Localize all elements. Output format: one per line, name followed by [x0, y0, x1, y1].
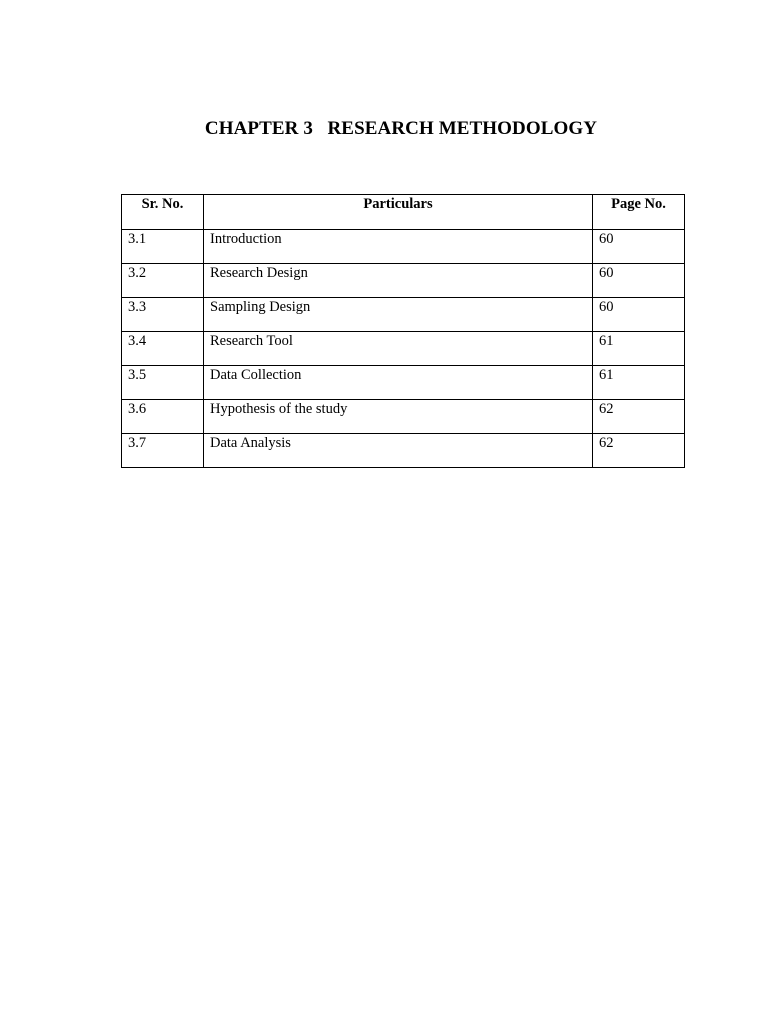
cell-page-no: 60: [593, 264, 685, 298]
table-row: [122, 332, 685, 366]
cell-particulars: Data Analysis: [204, 434, 593, 468]
header-particulars: Particulars: [204, 195, 593, 230]
cell-particulars: Hypothesis of the study: [204, 400, 593, 434]
cell-sr-no: 3.3: [122, 298, 204, 332]
table-row: [122, 400, 685, 434]
cell-sr-no: 3.2: [122, 264, 204, 298]
cell-page-no: 61: [593, 332, 685, 366]
table-row: [122, 264, 685, 298]
cell-page-no: 62: [593, 434, 685, 468]
table-row: [122, 366, 685, 400]
cell-sr-no: 3.7: [122, 434, 204, 468]
cell-particulars: Sampling Design: [204, 298, 593, 332]
cell-sr-no: 3.6: [122, 400, 204, 434]
cell-page-no: 61: [593, 366, 685, 400]
chapter-title: [0, 118, 768, 140]
cell-particulars: Introduction: [204, 230, 593, 264]
cell-page-no: 60: [593, 298, 685, 332]
table-row: [122, 230, 685, 264]
cell-page-no: 62: [593, 400, 685, 434]
header-page-no: Page No.: [593, 195, 685, 230]
chapter-name: RESEARCH METHODOLOGY: [327, 118, 598, 139]
header-sr-no: Sr. No.: [122, 195, 204, 230]
cell-particulars: Research Design: [204, 264, 593, 298]
cell-sr-no: 3.1: [122, 230, 204, 264]
chapter-number: CHAPTER 3: [204, 118, 313, 139]
table-row: [122, 298, 685, 332]
cell-particulars: Data Collection: [204, 366, 593, 400]
table-row: [122, 434, 685, 468]
cell-sr-no: 3.5: [122, 366, 204, 400]
table-header-row: [122, 195, 685, 230]
cell-sr-no: 3.4: [122, 332, 204, 366]
cell-particulars: Research Tool: [204, 332, 593, 366]
cell-page-no: 60: [593, 230, 685, 264]
contents-table: [121, 194, 685, 468]
